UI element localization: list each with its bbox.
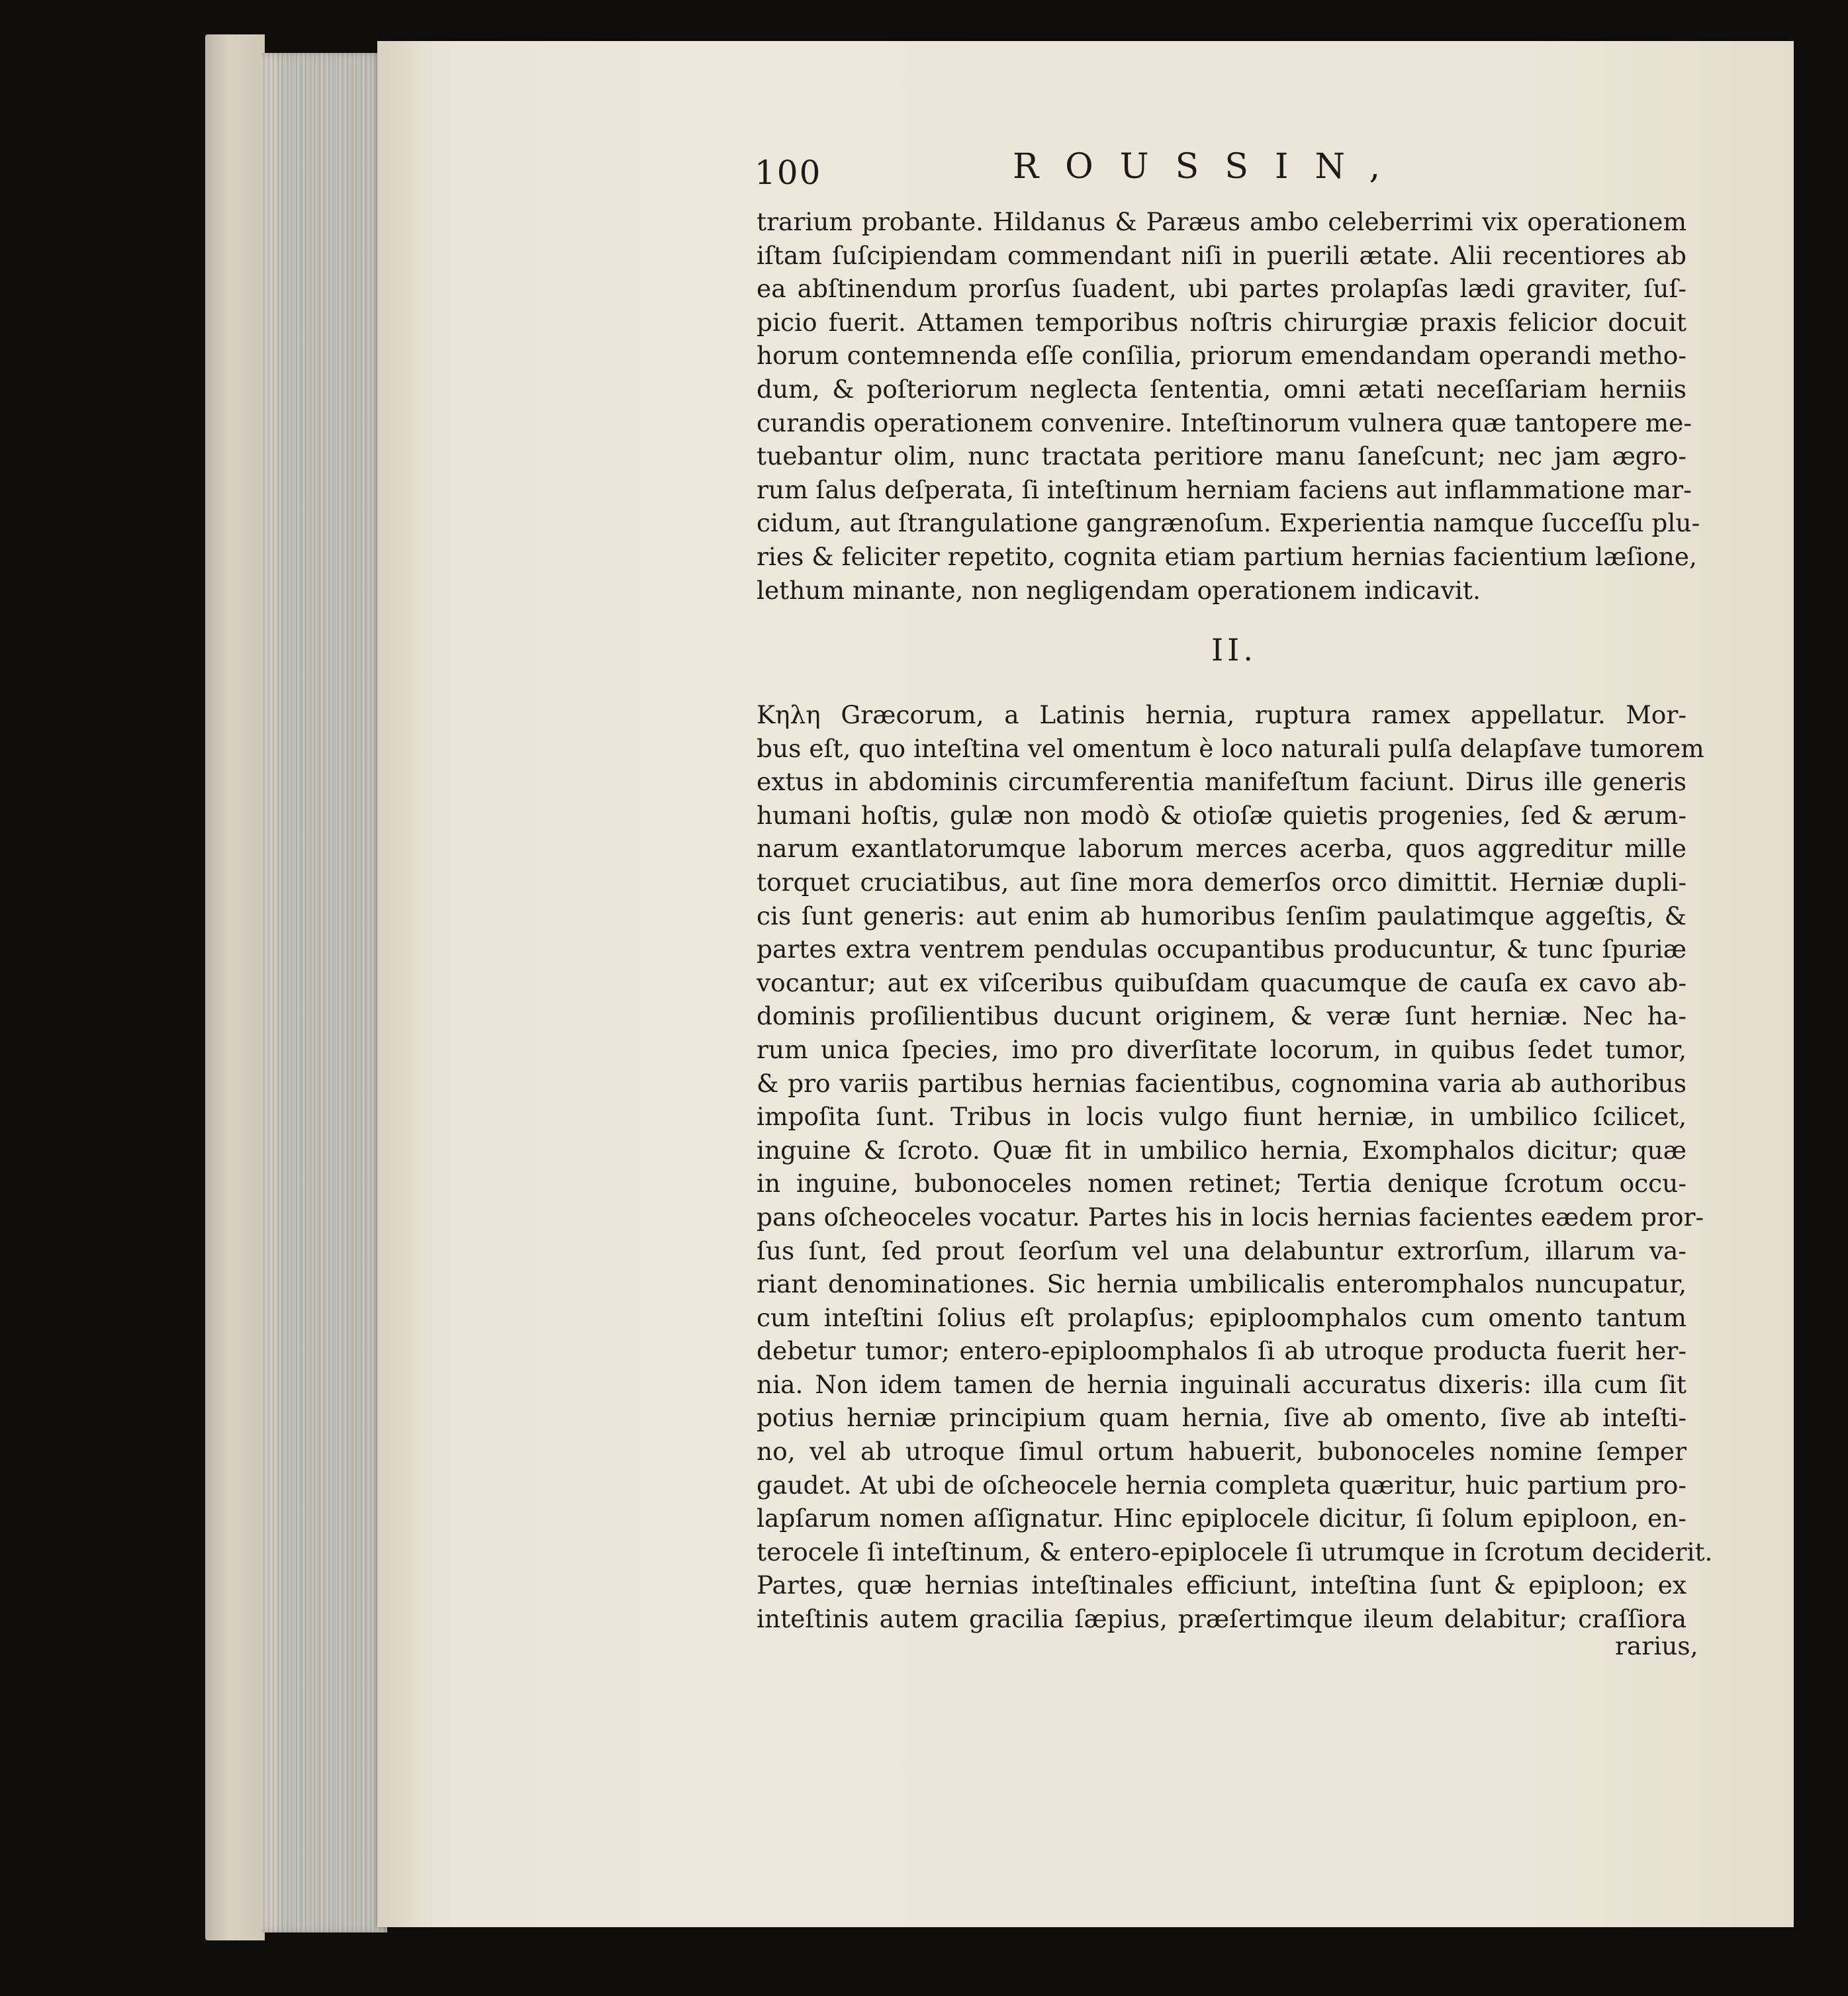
- text-line: lethum minante, non negligendam operationem indicavit.: [757, 575, 1481, 605]
- text-line: curandis operationem convenire. Inteſtinorum vulnera quæ tantopere me-: [757, 408, 1692, 437]
- text-line: cidum, aut ſtrangulatione gangrænoſum. Experientia namque ſucceſſu plu-: [757, 508, 1700, 538]
- text-line: ſus ſunt, ſed prout ſeorſum vel una delabuntur extrorſum, illarum va-: [757, 1236, 1686, 1265]
- section-number: II.: [1211, 632, 1257, 668]
- text-line: impoſita ſunt. Tribus in locis vulgo fiunt herniæ, in umbilico ſcilicet,: [757, 1102, 1686, 1132]
- text-line: rum unica ſpecies, imo pro diverſitate locorum, in quibus ſedet tumor,: [757, 1034, 1686, 1064]
- text-line: inguine & ſcroto. Quæ fit in umbilico hernia, Exomphalos dicitur; quæ: [757, 1135, 1686, 1165]
- text-line: in inguine, bubonoceles nomen retinet; Tertia denique ſcrotum occu-: [757, 1169, 1686, 1199]
- text-line: ea abſtinendum prorſus ſuadent, ubi partes prolapſas lædi graviter, ſuſ-: [757, 274, 1686, 304]
- text-line: vocantur; aut ex viſceribus quibuſdam quacumque de cauſa ex cavo ab-: [757, 968, 1686, 997]
- book-cover-edge: [205, 34, 265, 1940]
- text-line: terocele ſi inteſtinum, & entero-epiplocele ſi utrumque in ſcrotum deciderit.: [757, 1537, 1713, 1566]
- text-line: nia. Non idem tamen de hernia inguinali accuratus dixeris: illa cum ſit: [757, 1369, 1686, 1399]
- text-line: dum, & poſteriorum neglecta ſententia, omni ætati neceſſariam herniis: [757, 374, 1686, 404]
- text-line: inteſtinis autem gracilia ſæpius, præſertimque ileum delabitur; craſſiora: [757, 1604, 1686, 1634]
- text-line: gaudet. At ubi de oſcheocele hernia completa quæritur, huic partium pro-: [757, 1470, 1686, 1500]
- text-line: cum inteſtini ſolius eſt prolapſus; epiploomphalos cum omento tantum: [757, 1302, 1686, 1332]
- text-line: iſtam ſuſcipiendam commendant niſi in puerili ætate. Alii recentiores ab: [757, 240, 1686, 270]
- text-line: partes extra ventrem pendulas occupantibus producuntur, & tunc ſpuriæ: [757, 934, 1686, 964]
- text-line: extus in abdominis circumferentia manifeſtum faciunt. Dirus ille generis: [757, 767, 1686, 797]
- text-line: trarium probante. Hildanus & Paræus ambo celeberrimi vix operationem: [757, 207, 1686, 236]
- text-line: narum exantlatorumque laborum merces acerba, quos aggreditur mille: [757, 834, 1686, 864]
- text-line: torquet cruciatibus, aut ſine mora demerſos orco dimittit. Herniæ dupli-: [757, 867, 1686, 897]
- text-line: picio fuerit. Attamen temporibus noſtris chirurgiæ praxis felicior docuit: [757, 307, 1686, 337]
- running-head-title: ROUSSIN,: [1013, 147, 1407, 187]
- text-line: rum ſalus deſperata, ſi inteſtinum herniam faciens aut inflammatione mar-: [757, 475, 1692, 504]
- text-line: dominis proſilientibus ducunt originem, & veræ ſunt herniæ. Nec ha-: [757, 1001, 1686, 1031]
- page-edges-texture: [278, 53, 377, 1932]
- text-line: Partes, quæ hernias inteſtinales efficiunt, inteſtina ſunt & epiploon; ex: [757, 1570, 1686, 1600]
- paragraph-1: [757, 205, 1700, 607]
- text-line: cis ſunt generis: aut enim ab humoribus ſenſim paulatimque aggeſtis, &: [757, 901, 1686, 930]
- text-line: horum contemnenda eſſe conſilia, priorum emendandam operandi metho-: [757, 341, 1686, 371]
- text-line: & pro variis partibus hernias facientibus, cognomina varia ab authoribus: [757, 1068, 1686, 1098]
- text-line: riant denominationes. Sic hernia umbilicalis enteromphalos nuncupatur,: [757, 1269, 1686, 1299]
- text-line: ries & feliciter repetito, cognita etiam partium hernias facientium læſione,: [757, 541, 1697, 571]
- text-line: no, vel ab utroque ſimul ortum habuerit, bubonoceles nomine ſemper: [757, 1437, 1686, 1467]
- text-line: debetur tumor; entero-epiploomphalos ſi ab utroque producta fuerit her-: [757, 1336, 1686, 1366]
- text-line: potius herniæ principium quam hernia, ſive ab omento, ſive ab inteſti-: [757, 1403, 1686, 1433]
- paragraph-2: [757, 698, 1713, 1636]
- page-number: 100: [755, 154, 822, 192]
- text-line: lapſarum nomen aſſignatur. Hinc epiplocele dicitur, ſi ſolum epiploon, en-: [757, 1504, 1686, 1533]
- text-line: bus eſt, quo inteſtina vel omentum è loco naturali pulſa delapſave tumorem: [757, 733, 1704, 763]
- text-line: Κηλη Græcorum, a Latinis hernia, ruptura ramex appellatur. Mor-: [757, 700, 1686, 729]
- text-line: humani hoſtis, gulæ non modò & otioſæ quietis progenies, ſed & ærum-: [757, 800, 1686, 830]
- text-line: pans oſcheoceles vocatur. Partes his in locis hernias facientes eædem pror-: [757, 1202, 1704, 1232]
- catchword: rarius,: [1615, 1631, 1698, 1660]
- text-line: tuebantur olim, nunc tractata peritiore manu ſaneſcunt; nec jam ægro-: [757, 441, 1686, 471]
